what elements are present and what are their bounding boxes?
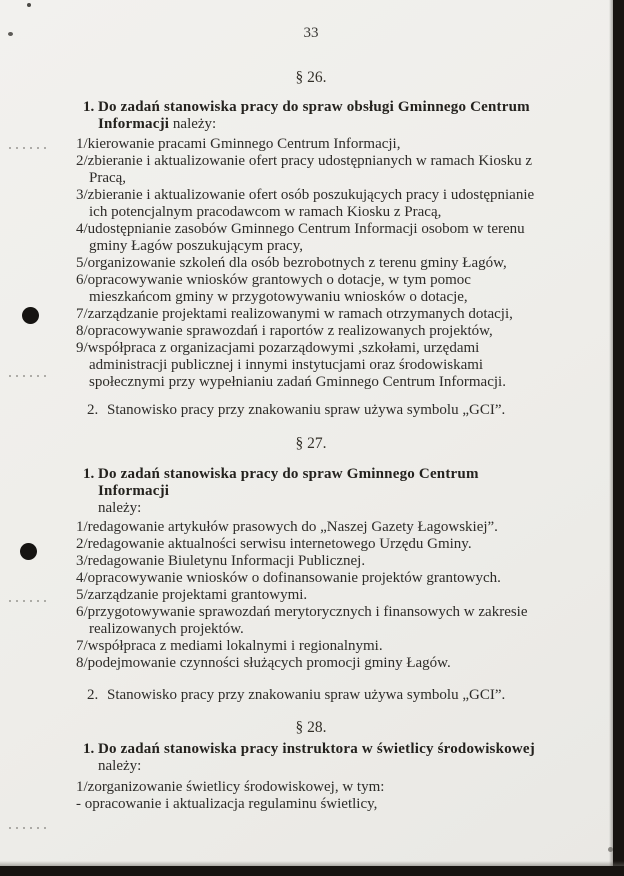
intro-item — [76, 466, 546, 517]
list-item: 1/redagowanie artykułów prasowych do „Naszej Gazety Łagowskiej”. — [76, 519, 498, 535]
perforation-dots — [9, 147, 49, 149]
list-item: 5/organizowanie szkoleń dla osób bezrobotnych z terenu gminy Łagów, — [76, 255, 507, 271]
list-item: 6/opracowywanie wniosków grantowych o dotacje, w tym pomoc mieszkańcom gminy w przygotowywaniu wniosków o dotacje, — [76, 272, 471, 305]
section-27 — [76, 435, 546, 704]
intro-number: 1. — [83, 466, 95, 482]
symbol-clause — [76, 687, 546, 704]
list-item: 1/zorganizowanie świetlicy środowiskowej, w tym: — [76, 779, 385, 795]
intro-bold-text: Do zadań stanowiska pracy do spraw obsługi Gminnego Centrum Informacji — [98, 99, 530, 132]
list-item: 3/redagowanie Biuletynu Informacji Publicznej. — [76, 553, 366, 569]
intro-number: 1. — [83, 741, 95, 757]
list-item: 1/kierowanie pracami Gminnego Centrum Informacji, — [76, 136, 401, 152]
clause-text: Stanowisko pracy przy znakowaniu spraw używa symbolu „GCI”. — [107, 687, 506, 703]
list-item: 8/opracowywanie sprawozdań i raportów z realizowanych projektów, — [76, 323, 493, 339]
intro-bold-text: Do zadań stanowiska pracy instruktora w świetlicy środowiskowej — [98, 741, 535, 757]
intro-bold-text: Do zadań stanowiska pracy do spraw Gminnego Centrum Informacji — [98, 466, 479, 499]
clause-number: 2. — [87, 402, 99, 418]
section-26 — [76, 69, 546, 419]
scan-edge-right — [613, 0, 624, 876]
scan-edge-bottom — [0, 866, 624, 876]
list-item: 2/zbieranie i aktualizowanie ofert pracy udostępnianych w ramach Kiosku z Pracą, — [76, 153, 533, 186]
page-number: 33 — [303, 25, 319, 41]
section-heading: § 28. — [295, 719, 327, 736]
list-item: 3/zbieranie i aktualizowanie ofert osób poszukujących pracy i udostępnianie ich potencjalnym pracodawcom w ramach Kiosku z Pracą, — [76, 187, 535, 220]
list-item: 2/redagowanie aktualności serwisu internetowego Urzędu Gminy. — [76, 536, 472, 552]
list-item: - opracowanie i aktualizacja regulaminu świetlicy, — [76, 796, 378, 812]
clause-number: 2. — [87, 687, 99, 703]
page-content — [76, 0, 546, 813]
list-item: 7/zarządzanie projektami realizowanymi w ramach otrzymanych dotacji, — [76, 306, 513, 322]
list-item: 7/współpraca z mediami lokalnymi i regionalnymi. — [76, 638, 383, 654]
scan-speck — [8, 32, 13, 36]
symbol-clause — [76, 402, 546, 419]
intro-item — [76, 99, 546, 133]
hole-punch-mark — [22, 307, 39, 324]
perforation-dots — [9, 827, 49, 829]
hole-punch-mark — [20, 543, 37, 560]
intro-number: 1. — [83, 99, 95, 115]
list-item: 5/zarządzanie projektami grantowymi. — [76, 587, 308, 603]
clause-text: Stanowisko pracy przy znakowaniu spraw używa symbolu „GCI”. — [107, 402, 506, 418]
intro-rest-text: należy: — [98, 758, 142, 774]
section-heading: § 27. — [295, 435, 327, 452]
list-item: 4/udostępnianie zasobów Gminnego Centrum Informacji osobom w terenu gminy Łagów poszukującym pracy, — [76, 221, 525, 254]
section-heading: § 26. — [295, 69, 327, 86]
task-list — [76, 779, 546, 813]
intro-rest-text: należy: — [169, 116, 217, 132]
list-item: 9/współpraca z organizacjami pozarządowymi ,szkołami, urzędami administracji publicznej i innymi instytucjami oraz środowiskami społecznymi przy wypełnianiu zadań Gminnego Centrum Informacji. — [76, 340, 506, 390]
list-item: 4/opracowywanie wniosków o dofinansowanie projektów grantowych. — [76, 570, 501, 586]
list-item: 8/podejmowanie czynności służących promocji gminy Łagów. — [76, 655, 451, 671]
intro-rest-text: należy: — [98, 500, 142, 516]
task-list — [76, 519, 546, 672]
scan-speck — [27, 3, 31, 7]
task-list — [76, 136, 546, 391]
list-item: 6/przygotowywanie sprawozdań merytorycznych i finansowych w zakresie realizowanych projektów. — [76, 604, 528, 637]
section-28 — [76, 719, 546, 813]
perforation-dots — [9, 375, 49, 377]
intro-item — [76, 741, 546, 775]
perforation-dots — [9, 600, 49, 602]
